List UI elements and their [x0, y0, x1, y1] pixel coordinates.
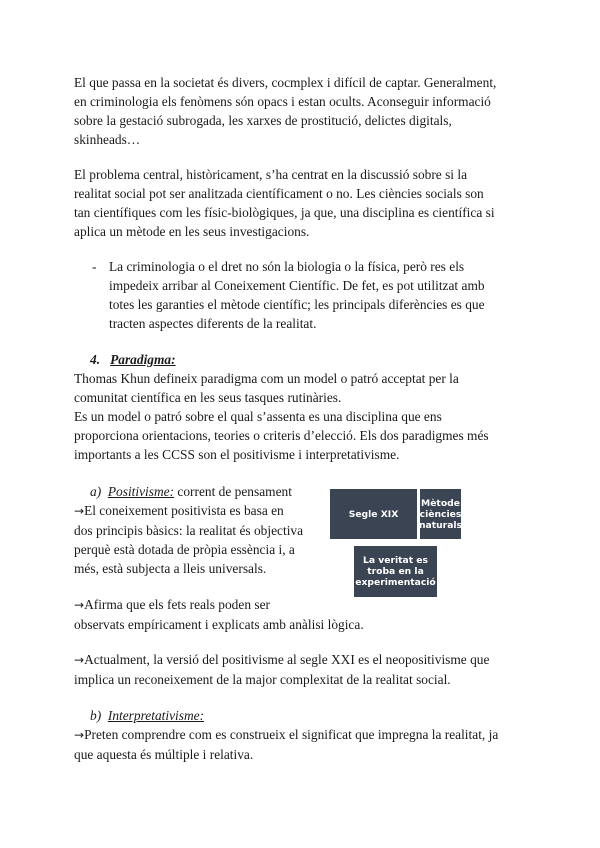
text-line: en criminologia els fenòmens són opacs i estan ocults. Aconseguir informació [74, 94, 491, 109]
subsection-letter: b) [90, 708, 102, 723]
text-line: comunitat científica en les seus tasques rutinàries. [74, 390, 342, 405]
section-body [74, 369, 534, 464]
intro-paragraph-2 [74, 165, 534, 241]
subsection-letter: a) [90, 484, 102, 499]
text-line: El problema central, històricament, s’ha centrat en la discussió sobre si la [74, 167, 468, 182]
arrow-icon: → [74, 653, 85, 667]
text-line: realitat social pot ser analitzada científicament o no. Les ciències socials son [74, 186, 484, 201]
positivisme-paragraph-3 [74, 650, 544, 689]
text-line: dos principis bàsics: la realitat és objectiva [74, 523, 304, 538]
bullet-marker: - [92, 259, 97, 274]
positivisme-diagram [330, 489, 461, 597]
text-line: sobre la gestació subrogada, les xarxes de prostitució, delictes digitals, [74, 113, 452, 128]
arrow-icon: → [74, 728, 85, 742]
text-line: que aquesta és múltiple i relativa. [74, 747, 254, 762]
arrow-icon: → [74, 504, 85, 518]
text-line: Es un model o patró sobre el qual s’assenta es una disciplina que ens [74, 409, 442, 424]
subsection-title-rest: corrent de pensament [174, 484, 292, 499]
text-line: perquè està dotada de pròpia essència i, a [74, 542, 295, 557]
bullet-item [92, 257, 522, 333]
text-line: skinheads… [74, 132, 141, 147]
text-line: tan científiques com les físic-biològiques, ja que, una disciplina es científica si [74, 205, 495, 220]
interpretativisme-heading [90, 706, 550, 725]
diagram-box-metode: Mètode ciències naturals [420, 489, 461, 539]
positivisme-heading [90, 482, 330, 501]
text-line: proporciona orientacions, teories o criteris d’elecció. Els dos paradigmes més [74, 428, 489, 443]
text-line: totes les garanties el mètode científic; les principals diferències es que [109, 297, 485, 312]
arrow-icon: → [74, 598, 85, 612]
subsection-title: Positivisme: [107, 484, 175, 499]
text-line: tracten aspectes diferents de la realitat. [109, 316, 317, 331]
text-line: observats empíricament i explicats amb anàlisi lògica. [74, 617, 364, 632]
diagram-box-veritat: La veritat es troba en la experimentació [354, 546, 437, 597]
text-line: Thomas Khun defineix paradigma com un model o patró acceptat per la [74, 371, 459, 386]
text-line: més, està subjecta a lleis universals. [74, 561, 267, 576]
text-line: implica un reconeixement de la major complexitat de la realitat social. [74, 672, 451, 687]
text-line: →Actualment, la versió del positivisme al segle XXI es el neopositivisme que [74, 652, 490, 667]
diagram-box-segle: Segle XIX [330, 489, 417, 539]
section-number: 4. [90, 352, 101, 367]
subsection-title: Interpretativisme: [107, 708, 205, 723]
text-line: →Preten comprendre com es construeix el significat que impregna la realitat, ja [74, 727, 499, 742]
section-title: Paradigma: [110, 352, 176, 367]
text-line: →Afirma que els fets reals poden ser [74, 597, 270, 612]
intro-paragraph-1 [74, 73, 534, 149]
text-line: aplica un mètode en les seus investigacions. [74, 224, 310, 239]
interpretativisme-body [74, 725, 544, 764]
text-line: →El coneixement positivista es basa en [74, 503, 284, 518]
section-heading [90, 350, 550, 369]
text-line: impedeix arribar al Coneixement Científic. De fet, es pot utilitzat amb [109, 278, 485, 293]
positivisme-paragraph-2 [74, 595, 534, 634]
text-line: importants a les CCSS son el positivisme i interpretativisme. [74, 447, 400, 462]
positivisme-body [74, 501, 324, 578]
text-line: El que passa en la societat és divers, cocmplex i difícil de captar. Generalment, [74, 75, 497, 90]
text-line: La criminologia o el dret no són la biologia o la física, però res els [109, 259, 465, 274]
